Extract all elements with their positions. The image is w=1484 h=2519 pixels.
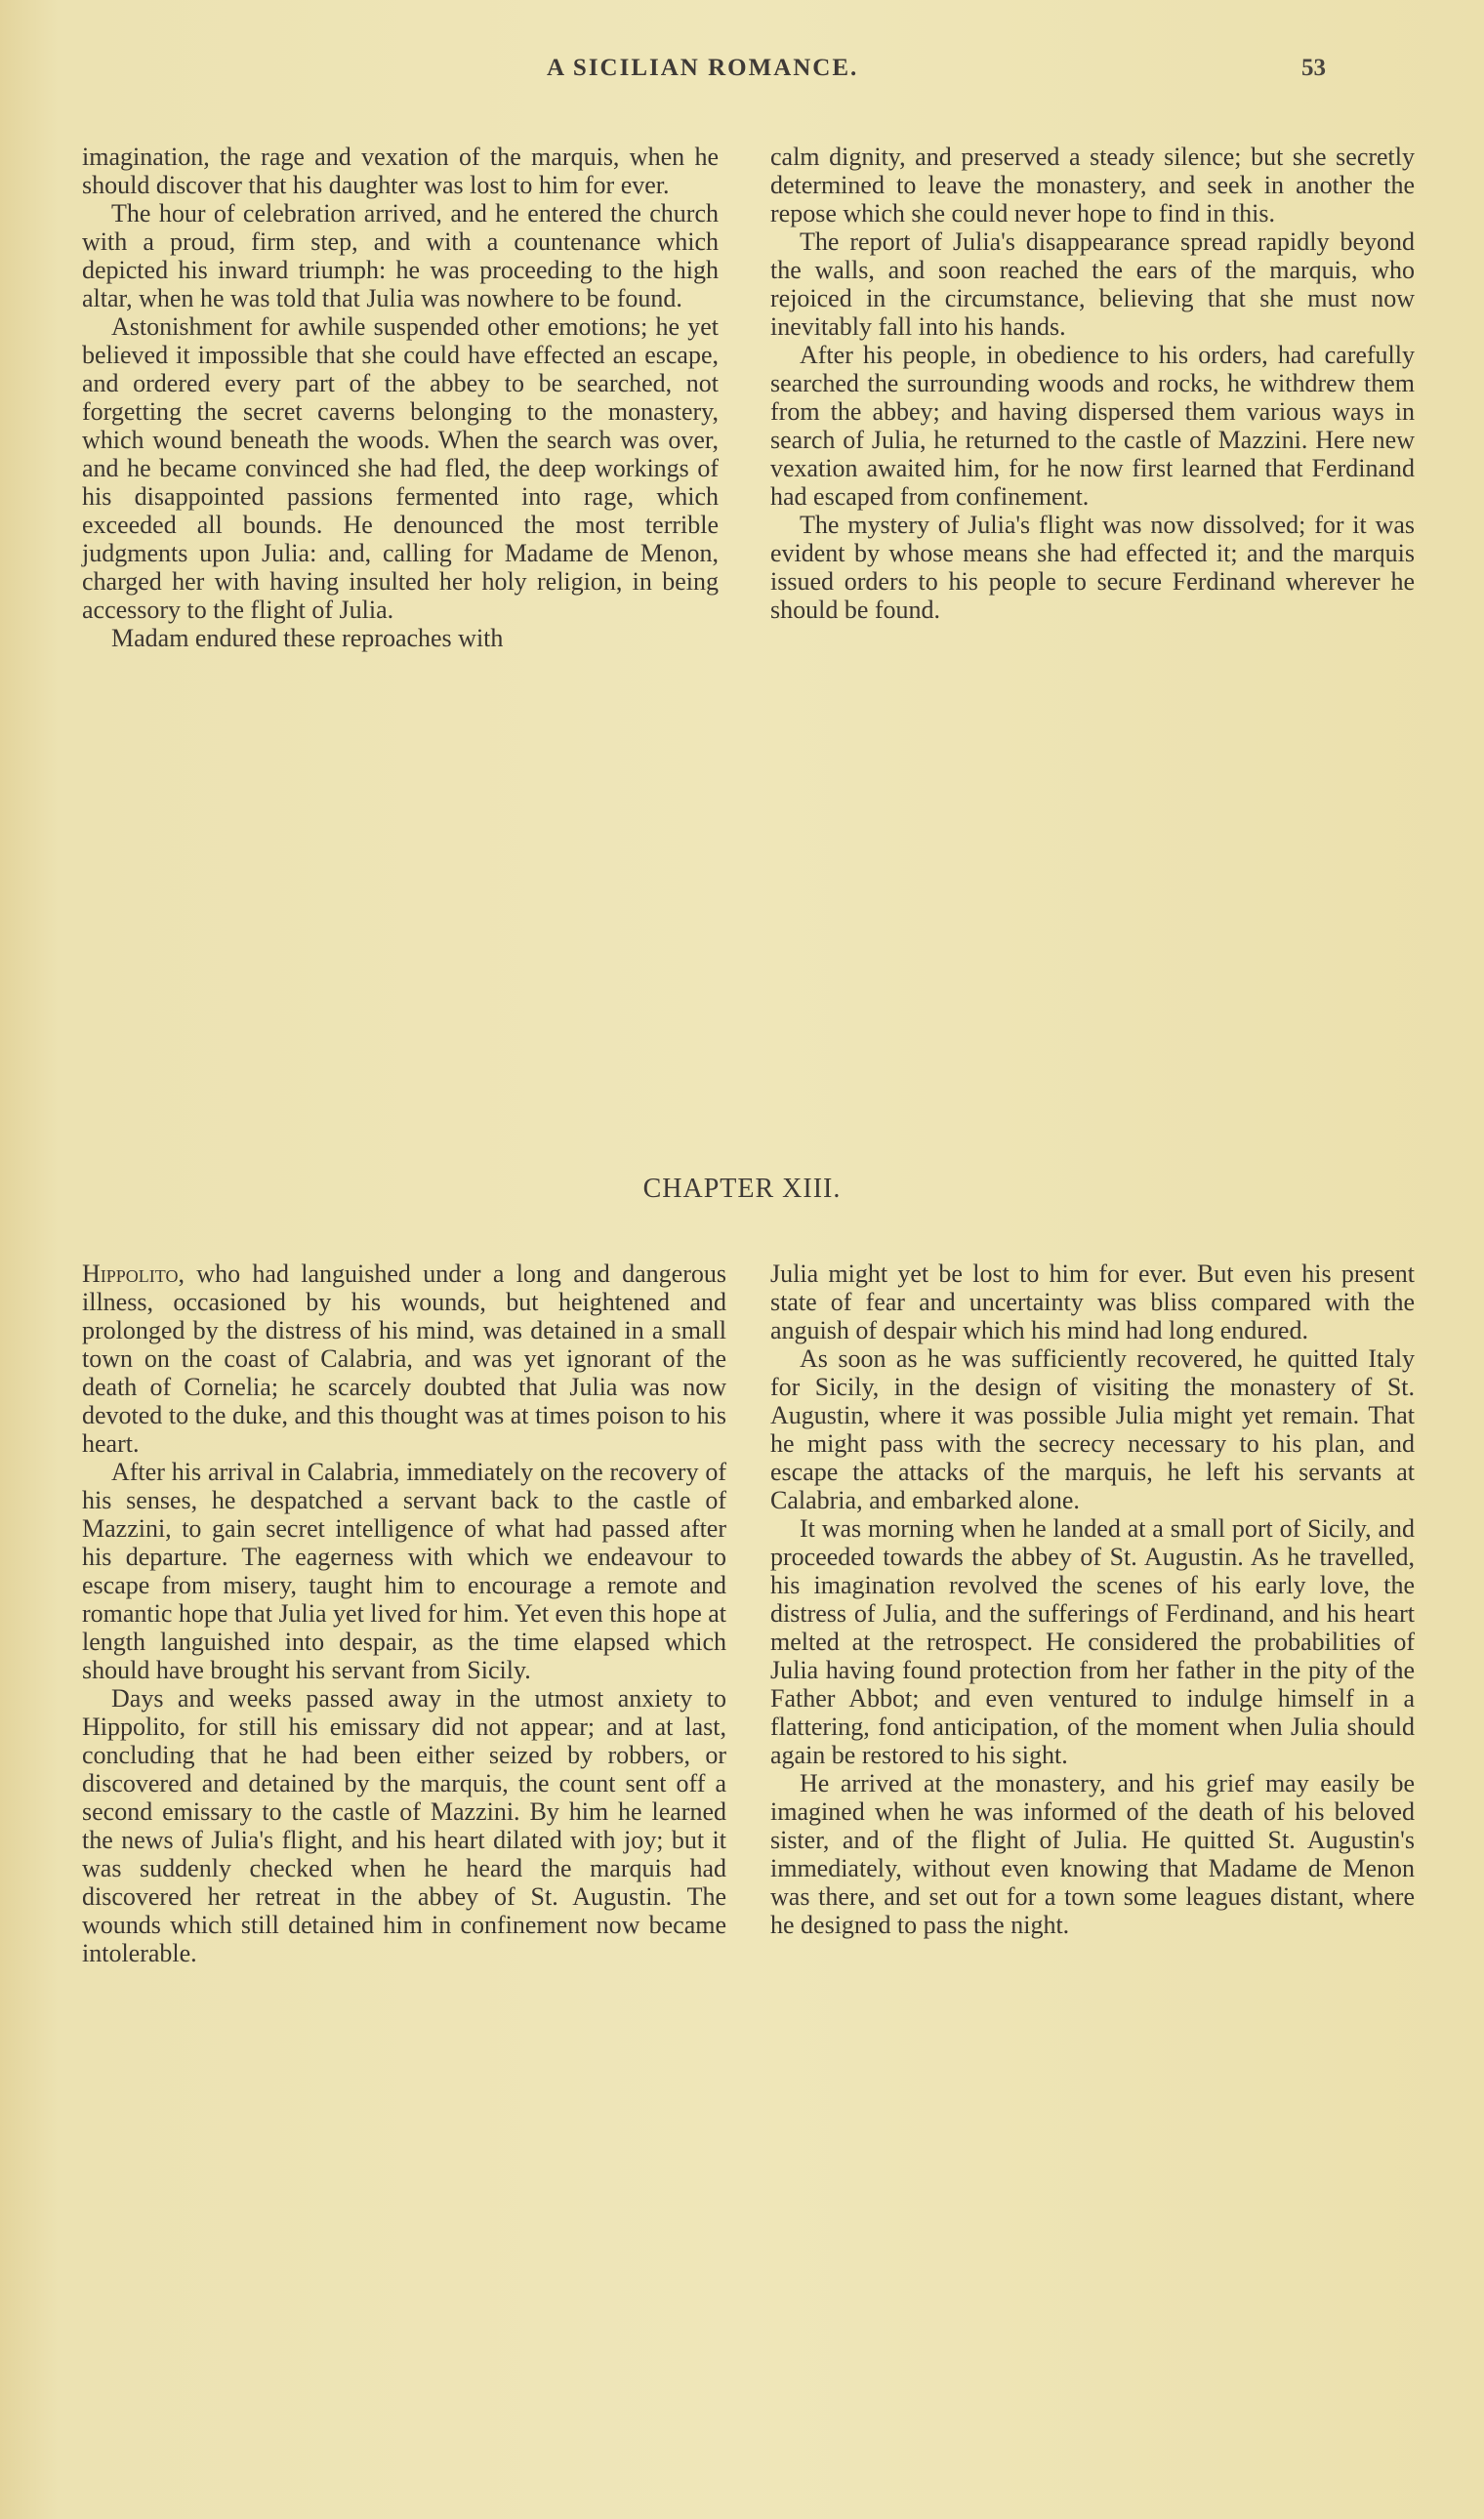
paragraph: Astonishment for awhile suspended other emotions; he yet believed it impossible that she could have effected an escape, and ordered every part of the abbey to be searched, not forgetting the secret caverns belonging to the monastery, which wound beneath the woods. When the search was over, and he became convinced she had fled, the deep workings of his disappointed passions fermented into rage, which exceeded all bounds. He denounced the most terrible judgments upon Julia: and, calling for Madame de Menon, charged her with having insulted her holy religion, in being accessory to the flight of Julia. bbox=[82, 312, 719, 624]
paragraph: He arrived at the monastery, and his grief may easily be imagined when he was informed of the death of his beloved sister, and of the flight of Julia. He quitted St. Augustin's immediately, without even knowing that Madame de Menon was there, and set out for a town some leagues distant, where he designed to pass the night. bbox=[770, 1769, 1415, 1939]
top-left-column bbox=[82, 143, 719, 652]
page-number: 53 bbox=[1301, 55, 1326, 81]
paragraph-text: who had languished under a long and dangerous illness, occasioned by his wounds, but heightened and prolonged by the distress of his mind, was detained in a small town on the coast of Calabria, and was yet ignorant of the death of Cornelia; he scarcely doubted that Julia was now devoted to the duke, and this thought was at times poison to his heart. bbox=[82, 1260, 726, 1458]
top-right-column bbox=[770, 143, 1415, 624]
chapter-left-column bbox=[82, 1260, 726, 1967]
running-title: A SICILIAN ROMANCE. bbox=[547, 55, 859, 81]
paragraph: The report of Julia's disappearance spread rapidly beyond the walls, and soon reached the ears of the marquis, who rejoiced in the circumstance, believing that she must now inevitably fall into his hands. bbox=[770, 227, 1415, 341]
chapter-right-column bbox=[770, 1260, 1415, 1939]
chapter-first-word: Hippolito, bbox=[82, 1260, 185, 1288]
paragraph: After his people, in obedience to his orders, had carefully searched the surrounding woods and rocks, he withdrew them from the abbey; and having dispersed them various ways in search of Julia, he returned to the castle of Mazzini. Here new vexation awaited him, for he now first learned that Ferdinand had escaped from confinement. bbox=[770, 341, 1415, 511]
paragraph: Julia might yet be lost to him for ever. But even his present state of fear and uncertainty was bliss compared with the anguish of despair which his mind had long endured. bbox=[770, 1260, 1415, 1344]
paragraph: The mystery of Julia's flight was now dissolved; for it was evident by whose means she had effected it; and the marquis issued orders to his people to secure Ferdinand wherever he should be found. bbox=[770, 511, 1415, 624]
chapter-opening-paragraph bbox=[82, 1260, 726, 1458]
paragraph: The hour of celebration arrived, and he entered the church with a proud, firm step, and with a countenance which depicted his inward triumph: he was proceeding to the high altar, when he was told that Julia was nowhere to be found. bbox=[82, 199, 719, 312]
paragraph: As soon as he was sufficiently recovered, he quitted Italy for Sicily, in the design of visiting the monastery of St. Augustin, where it was possible Julia might yet remain. That he might pass with the secrecy necessary to his plan, and escape the attacks of the marquis, he left his servants at Calabria, and embarked alone. bbox=[770, 1344, 1415, 1514]
paragraph: It was morning when he landed at a small port of Sicily, and proceeded towards the abbey of St. Augustin. As he travelled, his imagination revolved the scenes of his early love, the distress of Julia, and the sufferings of Ferdinand, and his heart melted at the retrospect. He considered the probabilities of Julia having found protection from her father in the pity of the Father Abbot; and even ventured to indulge himself in a flattering, fond anticipation, of the moment when Julia should again be restored to his sight. bbox=[770, 1514, 1415, 1769]
chapter-heading: CHAPTER XIII. bbox=[642, 1174, 842, 1204]
paragraph: After his arrival in Calabria, immediately on the recovery of his senses, he despatched a servant back to the castle of Mazzini, to gain secret intelligence of what had passed after his departure. The eagerness with which we endeavour to escape from misery, taught him to encourage a remote and romantic hope that Julia yet lived for him. Yet even this hope at length languished into despair, as the time elapsed which should have brought his servant from Sicily. bbox=[82, 1458, 726, 1684]
paragraph: Days and weeks passed away in the utmost anxiety to Hippolito, for still his emissary did not appear; and at last, concluding that he had been either seized by robbers, or discovered and detained by the marquis, the count sent off a second emissary to the castle of Mazzini. By him he learned the news of Julia's flight, and his heart dilated with joy; but it was suddenly checked when he heard the marquis had discovered her retreat in the abbey of St. Augustin. The wounds which still detained him in confinement now became intolerable. bbox=[82, 1684, 726, 1967]
paragraph: Madam endured these reproaches with bbox=[111, 624, 504, 652]
paragraph: imagination, the rage and vexation of the marquis, when he should discover that his daughter was lost to him for ever. bbox=[82, 143, 719, 199]
paragraph: calm dignity, and preserved a steady silence; but she secretly determined to leave the monastery, and seek in another the repose which she could never hope to find in this. bbox=[770, 143, 1415, 227]
